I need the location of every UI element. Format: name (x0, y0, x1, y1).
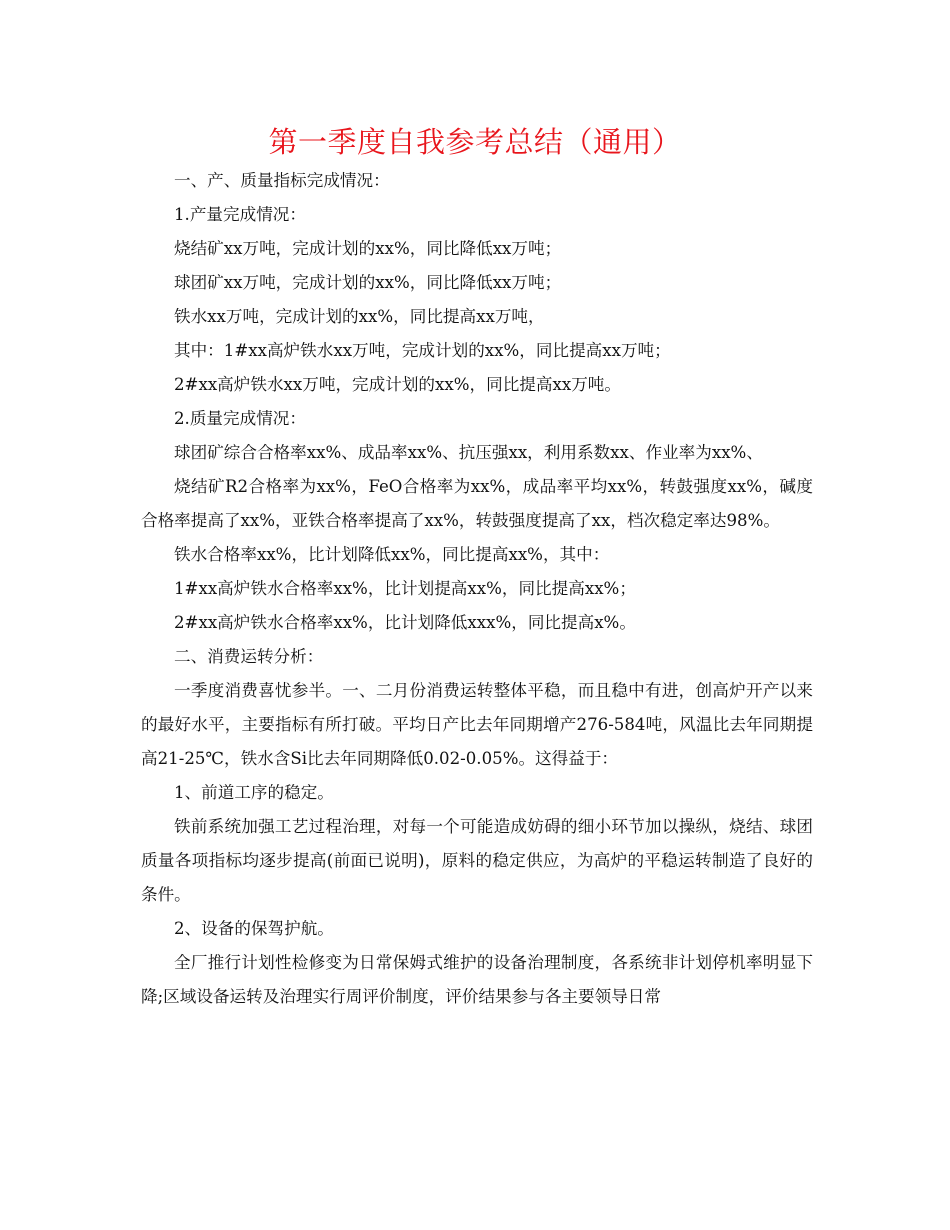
subsection-heading: 2、设备的保驾护航。 (174, 919, 334, 938)
paragraph: 全厂推行计划性检修变为日常保姆式维护的设备治理制度，各系统非计划停机率明显下降;区域设备运转及治理实行周评价制度，评价结果参与各主要领导日常 (141, 953, 813, 1006)
paragraph: 球团矿综合合格率xx%、成品率xx%、抗压强xx，利用系数xx、作业率为xx%、 (174, 443, 763, 462)
document-title: 第一季度自我参考总结（通用） (268, 125, 682, 159)
paragraph: 球团矿xx万吨，完成计划的xx%，同比降低xx万吨； (174, 273, 562, 292)
section-heading: 二、消费运转分析： (174, 647, 324, 666)
paragraph: 烧结矿R2合格率为xx%，FeO合格率为xx%，成品率平均xx%，转鼓强度xx%，碱度合格率提高了xx%，亚铁合格率提高了xx%，转鼓强度提高了xx，档次稳定率达98%。 (141, 477, 813, 530)
subsection-heading: 1、前道工序的稳定。 (174, 783, 334, 802)
paragraph: 1#xx高炉铁水合格率xx%，比计划提高xx%，同比提高xx%； (174, 579, 636, 598)
document-body (141, 164, 813, 1014)
paragraph: 铁水xx万吨，完成计划的xx%，同比提高xx万吨， (174, 307, 545, 326)
paragraph: 铁前系统加强工艺过程治理，对每一个可能造成妨碍的细小环节加以操纵，烧结、球团质量各项指标均逐步提高(前面已说明)，原料的稳定供应，为高炉的平稳运转制造了良好的条件。 (141, 817, 813, 904)
paragraph: 烧结矿xx万吨，完成计划的xx%，同比降低xx万吨； (174, 239, 562, 258)
paragraph: 其中：1#xx高炉铁水xx万吨，完成计划的xx%，同比提高xx万吨； (174, 341, 671, 360)
subsection-heading: 1.产量完成情况： (174, 205, 306, 224)
subsection-heading: 2.质量完成情况： (174, 409, 306, 428)
paragraph: 2#xx高炉铁水xx万吨，完成计划的xx%，同比提高xx万吨。 (174, 375, 621, 394)
paragraph: 2#xx高炉铁水合格率xx%，比计划降低xxx%，同比提高x%。 (174, 613, 636, 632)
section-heading: 一、产、质量指标完成情况： (174, 171, 390, 190)
paragraph: 铁水合格率xx%，比计划降低xx%，同比提高xx%，其中： (174, 545, 610, 564)
paragraph: 一季度消费喜忧参半。一、二月份消费运转整体平稳，而且稳中有进，创高炉开产以来的最好水平，主要指标有所打破。平均日产比去年同期增产276-584吨，风温比去年同期提高21-25℃，铁水含Si比去年同期降低0.02-0.05%。这得益于： (141, 681, 813, 768)
